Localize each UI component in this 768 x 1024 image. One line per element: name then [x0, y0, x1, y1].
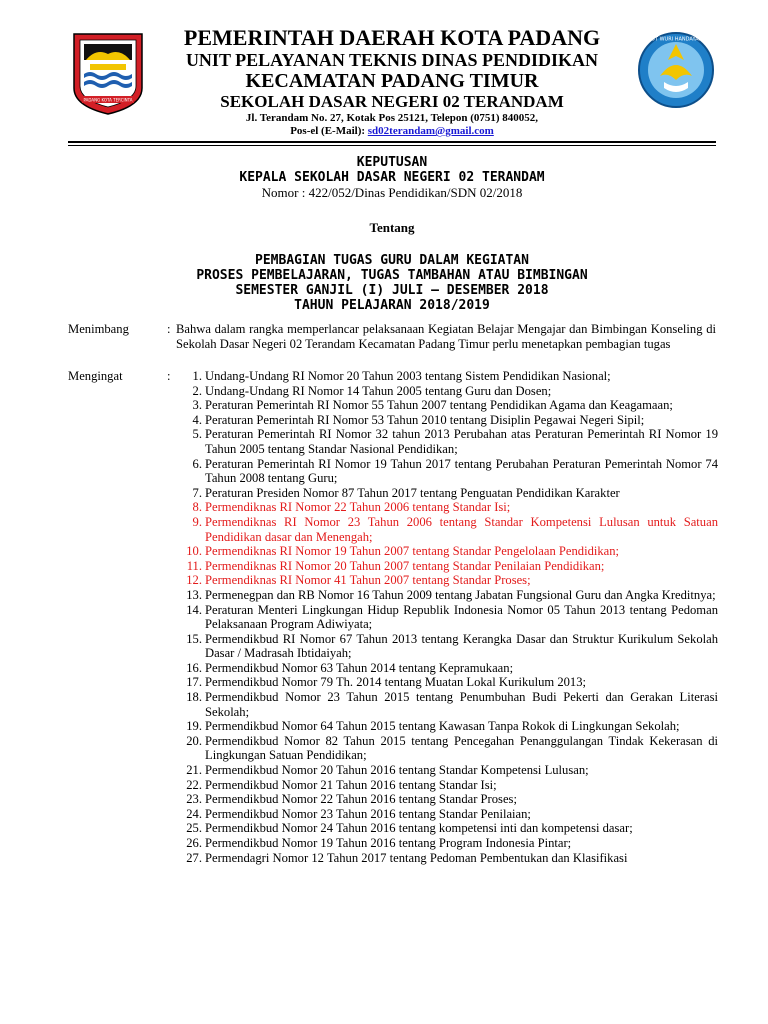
legal-basis-text: Peraturan Pemerintah RI Nomor 55 Tahun 2007 tentang Pendidikan Agama dan Keagamaan;	[205, 398, 673, 413]
legal-basis-text: Permendikbud Nomor 19 Tahun 2016 tentang Program Indonesia Pintar;	[205, 836, 572, 850]
legal-basis-text: Permendikbud Nomor 64 Tahun 2015 tentang Kawasan Tanpa Rokok di Lingkungan Sekolah;	[205, 719, 680, 734]
decree-topic-line3: SEMESTER GANJIL (I) JULI – DESEMBER 2018	[235, 283, 549, 298]
legal-basis-item	[68, 851, 718, 866]
legal-basis-item	[68, 734, 718, 763]
school-address: Jl. Terandam No. 27, Kotak Pos 25121, Telepon (0751) 840052,	[245, 112, 539, 124]
legal-basis-text: Permendikbud Nomor 22 Tahun 2016 tentang Standar Proses;	[205, 792, 517, 807]
legal-basis-item	[68, 544, 718, 559]
menimbang-label: Menimbang	[68, 322, 129, 336]
legal-basis-number: 27.	[186, 850, 202, 865]
legal-basis-number: 14.	[186, 602, 202, 617]
email-link[interactable]: sd02terandam@gmail.com	[367, 125, 494, 137]
legal-basis-text: Peraturan Pemerintah RI Nomor 32 tahun 2013 Perubahan atas Peraturan Pemerintah RI Nomor 19 Tahun 2005 tentang Standar Nasional Pendidikan;	[205, 427, 718, 456]
legal-basis-item	[68, 661, 718, 676]
legal-basis-number: 5.	[192, 427, 202, 442]
legal-basis-text: Permendiknas RI Nomor 20 Tahun 2007 tentang Standar Penilaian Pendidikan;	[205, 558, 605, 573]
legal-basis-item	[68, 632, 718, 661]
legal-basis-item	[68, 588, 718, 603]
legal-basis-item	[68, 675, 718, 690]
unit-name: UNIT PELAYANAN TEKNIS DINAS PENDIDIKAN	[185, 50, 599, 70]
legal-basis-number: 13.	[186, 587, 202, 602]
legal-basis-text: Permendikbud Nomor 24 Tahun 2016 tentang kompetensi inti dan kompetensi dasar;	[205, 821, 633, 836]
decree-issuer: KEPALA SEKOLAH DASAR NEGERI 02 TERANDAM	[239, 170, 545, 185]
legal-basis-text: Permendikbud Nomor 20 Tahun 2016 tentang Standar Kompetensi Lulusan;	[205, 763, 589, 778]
legal-basis-text: Permendikbud Nomor 79 Th. 2014 tentang Muatan Lokal Kurikulum 2013;	[205, 675, 587, 690]
decree-topic-line1: PEMBAGIAN TUGAS GURU DALAM KEGIATAN	[255, 253, 529, 268]
legal-basis-text: Permendiknas RI Nomor 19 Tahun 2007 tentang Standar Pengelolaan Pendidikan;	[205, 544, 620, 559]
decree-about: Tentang	[369, 220, 415, 235]
tut-wuri-handayani-emblem	[636, 30, 716, 110]
legal-basis-number: 2.	[192, 383, 202, 398]
legal-basis-text: Permendiknas RI Nomor 22 Tahun 2006 tentang Standar Isi;	[205, 500, 511, 515]
legal-basis-item	[68, 778, 718, 793]
legal-basis-number: 16.	[186, 660, 202, 675]
legal-basis-item	[68, 457, 718, 486]
menimbang-section	[68, 322, 718, 368]
legal-basis-item	[68, 427, 718, 456]
legal-basis-text: Permendikbud Nomor 23 Tahun 2016 tentang Standar Penilaian;	[205, 806, 531, 821]
legal-basis-number: 17.	[186, 675, 202, 690]
legal-basis-item	[68, 763, 718, 778]
legal-basis-text: Peraturan Pemerintah RI Nomor 53 Tahun 2010 tentang Disiplin Pegawai Negeri Sipil;	[205, 412, 645, 427]
legal-basis-item	[68, 369, 718, 384]
decree-heading: KEPUTUSAN	[356, 155, 428, 170]
legal-basis-item	[68, 384, 718, 399]
decree-title-block	[68, 155, 716, 313]
legal-basis-number: 22.	[186, 777, 202, 792]
padang-city-emblem	[68, 30, 148, 116]
legal-basis-item	[68, 500, 718, 515]
legal-basis-text: Permendikbud Nomor 23 Tahun 2015 tentang Penumbuhan Budi Pekerti dan Gerakan Literasi Sekolah;	[205, 690, 718, 719]
emblem-motto-right: TUT WURI HANDAYANI	[648, 36, 704, 43]
legal-basis-item	[68, 486, 718, 501]
legal-basis-item	[68, 792, 718, 807]
legal-basis-text: Permendiknas RI Nomor 41 Tahun 2007 tentang Standar Proses;	[205, 573, 531, 588]
legal-basis-number: 10.	[186, 544, 202, 559]
legal-basis-text: Permendiknas RI Nomor 23 Tahun 2006 tentang Standar Kompetensi Lulusan untuk Satuan Pendidikan dasar dan Menengah;	[205, 514, 718, 544]
letterhead-rule-thick	[68, 141, 716, 143]
legal-basis-text: Permendikbud Nomor 63 Tahun 2014 tentang Kepramukaan;	[205, 660, 514, 675]
legal-basis-number: 21.	[186, 763, 202, 778]
legal-basis-text: Permendikbud Nomor 21 Tahun 2016 tentang Standar Isi;	[205, 777, 497, 792]
legal-basis-number: 6.	[192, 456, 202, 471]
mengingat-label: Mengingat	[68, 369, 123, 383]
decree-topic-line2: PROSES PEMBELAJARAN, TUGAS TAMBAHAN ATAU BIMBINGAN	[196, 268, 588, 283]
legal-basis-item	[68, 559, 718, 574]
legal-basis-number: 25.	[186, 821, 202, 836]
legal-basis-text: Permenegpan dan RB Nomor 16 Tahun 2009 tentang Jabatan Fungsional Guru dan Angka Kreditnya;	[205, 587, 716, 602]
legal-basis-item	[68, 719, 718, 734]
menimbang-colon: :	[167, 322, 171, 336]
legal-basis-text: Permendikbud RI Nomor 67 Tahun 2013 tentang Kerangka Dasar dan Struktur Kurikulum Sekolah Dasar / Madrasah Ibtidaiyah;	[205, 631, 718, 661]
legal-basis-number: 26.	[186, 836, 202, 850]
legal-basis-number: 19.	[186, 719, 202, 734]
mengingat-list	[68, 369, 718, 865]
legal-basis-text: Permendikbud Nomor 82 Tahun 2015 tentang Pencegahan Penanggulangan Tindak Kekerasan di Lingkungan Satuan Pendidikan;	[205, 733, 718, 763]
legal-basis-number: 7.	[192, 485, 202, 500]
mengingat-colon: :	[167, 369, 171, 383]
legal-basis-item	[68, 515, 718, 544]
menimbang-text: Bahwa dalam rangka memperlancar pelaksanaan Kegiatan Belajar Mengajar dan Bimbingan Konseling di Sekolah Dasar Negeri 02 Terandam Kecamatan Padang Timur perlu menetapkan pembagian tugas	[176, 322, 716, 351]
legal-basis-item	[68, 413, 718, 428]
school-name: SEKOLAH DASAR NEGERI 02 TERANDAM	[220, 92, 564, 111]
legal-basis-number: 15.	[186, 631, 202, 646]
legal-basis-number: 20.	[186, 733, 202, 748]
letterhead	[140, 26, 644, 138]
government-name: PEMERINTAH DAERAH KOTA PADANG	[183, 25, 601, 50]
legal-basis-number: 18.	[186, 690, 202, 705]
legal-basis-text: Permendagri Nomor 12 Tahun 2017 tentang Pedoman Pembentukan dan Klasifikasi	[205, 850, 628, 865]
legal-basis-text: Peraturan Menteri Lingkungan Hidup Republik Indonesia Nomor 05 Tahun 2013 tentang Pedoman Pelaksanaan Program Adiwiyata;	[205, 602, 718, 632]
decree-topic-line4: TAHUN PELAJARAN 2018/2019	[294, 298, 490, 313]
legal-basis-item	[68, 573, 718, 588]
legal-basis-number: 3.	[192, 398, 202, 413]
legal-basis-number: 4.	[192, 412, 202, 427]
legal-basis-item	[68, 398, 718, 413]
legal-basis-item	[68, 807, 718, 822]
emblem-motto: PADANG KOTA TERCINTA	[83, 97, 133, 103]
legal-basis-text: Peraturan Presiden Nomor 87 Tahun 2017 tentang Penguatan Pendidikan Karakter	[205, 485, 620, 500]
email-label: Pos-el (E-Mail):	[290, 125, 368, 137]
legal-basis-number: 12.	[186, 573, 202, 588]
legal-basis-item	[68, 836, 718, 851]
decree-number: Nomor : 422/052/Dinas Pendidikan/SDN 02/2018	[261, 185, 523, 200]
legal-basis-number: 9.	[192, 514, 202, 529]
legal-basis-text: Peraturan Pemerintah RI Nomor 19 Tahun 2017 tentang Perubahan Peraturan Pemerintah Nomor 74 Tahun 2008 tentang Guru;	[205, 456, 718, 486]
legal-basis-number: 8.	[192, 500, 202, 515]
legal-basis-number: 11.	[186, 558, 202, 573]
legal-basis-number: 23.	[186, 792, 202, 807]
district-name: KECAMATAN PADANG TIMUR	[245, 70, 539, 92]
legal-basis-item	[68, 821, 718, 836]
legal-basis-text: Undang-Undang RI Nomor 20 Tahun 2003 tentang Sistem Pendidikan Nasional;	[205, 369, 611, 383]
legal-basis-number: 1.	[192, 369, 202, 383]
letterhead-rule-thin	[68, 145, 716, 146]
legal-basis-item	[68, 690, 718, 719]
legal-basis-text: Undang-Undang RI Nomor 14 Tahun 2005 tentang Guru dan Dosen;	[205, 383, 552, 398]
legal-basis-item	[68, 603, 718, 632]
school-contact	[140, 125, 644, 138]
legal-basis-number: 24.	[186, 806, 202, 821]
